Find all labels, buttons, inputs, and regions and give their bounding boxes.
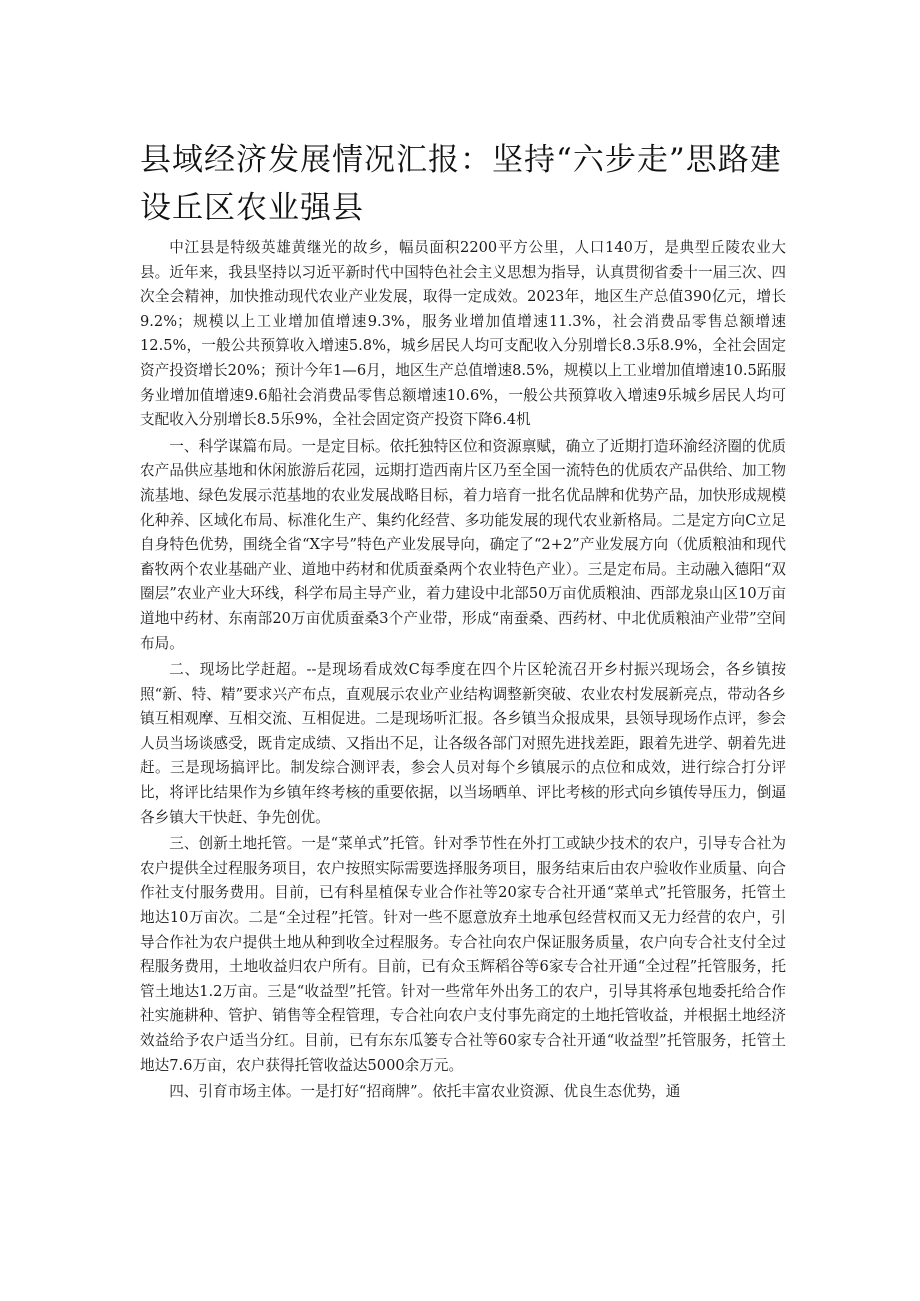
document-body — [140, 236, 786, 1107]
paragraph-section-2: 二、现场比学赶超。--是现场看成效C每季度在四个片区轮流召开乡村振兴现场会，各乡镇按照“新、特、精”要求兴产布点，直观展示农业产业结构调整新突破、农业农村发展新亮点，带动各乡镇互相观摩、互相交流、互相促进。二是现场听汇报。各乡镇当众报成果，县领导现场作点评，参会人员当场谈感受，既肯定成绩、又指出不足，让各级各部门对照先进找差距，跟着先进学、朝着先进赶。三是现场搞评比。制发综合测评表，参会人员对每个乡镇展示的点位和成效，进行综合打分评比，将评比结果作为乡镇年终考核的重要依据，以当场晒单、评比考核的形式向乡镇传导压力，倒逼各乡镇大干快赶、争先创优。 — [140, 661, 786, 826]
document-title: 县域经济发展情况汇报：坚持“六步走”思路建设丘区农业强县 — [140, 142, 782, 226]
paragraph-section-4: 四、引育市场主体。一是打好“招商牌”。依托丰富农业资源、优良生态优势，通 — [169, 1083, 681, 1101]
paragraph-section-1: 一、科学谋篇布局。一是定目标。依托独特区位和资源禀赋，确立了近期打造环渝经济圈的优质农产品供应基地和休闲旅游后花园，远期打造西南片区乃至全国一流特色的优质农产品供给、加工物流基地、绿色发展示范基地的农业发展战略目标，着力培育一批名优品牌和优势产品，加快形成规模化种养、区域化布局、标准化生产、集约化经营、多功能发展的现代农业新格局。二是定方向C立足自身特色优势，围绕全省“X字号”特色产业发展导向，确定了“2+2”产业发展方向（优质粮油和现代畜牧两个农业基础产业、道地中药材和优质蚕桑两个农业特色产业）。三是定布局。主动融入德阳“双圈层”农业产业大环线，科学布局主导产业，着力建设中北部50万亩优质粮油、西部龙泉山区10万亩道地中药材、东南部20万亩优质蚕桑3个产业带，形成“南蚕桑、西药材、中北优质粮油产业带”空间布局。 — [140, 437, 786, 652]
paragraph-intro: 中江县是特级英雄黄继光的故乡，幅员面积2200平方公里，人口140万，是典型丘陵农业大县。近年来，我县坚持以习近平新时代中国特色社会主义思想为指导，认真贯彻省委十一届三次、四次全会精神，加快推动现代农业产业发展，取得一定成效。2023年，地区生产总值390亿元，增长9.2%；规模以上工业增加值增速9.3%，服务业增加值增速11.3%，社会消费品零售总额增速12.5%，一般公共预算收入增速5.8%，城乡居民人均可支配收入分别增长8.3乐8.9%，全社会固定资产投资增长20%；预计今年1—6月，地区生产总值增速8.5%，规模以上工业增加值增速10.5跖服务业增加值增速9.6船社会消费品零售总额增速10.6%，一般公共预算收入增速9乐城乡居民人均可支配收入分别增长8.5乐9%，全社会固定资产投资下降6.4机 — [140, 239, 786, 429]
paragraph-section-3: 三、创新土地托管。一是“菜单式”托管。针对季节性在外打工或缺少技术的农户，引导专合社为农户提供全过程服务项目，农户按照实际需要选择服务项目，服务结束后由农户验收作业质量、向合作社支付服务费用。目前，已有科星植保专业合作社等20家专合社开通“菜单式”托管服务，托管土地达10万亩次。二是“全过程”托管。针对一些不愿意放弃土地承包经营权而又无力经营的农户，引导合作社为农户提供土地从种到收全过程服务。专合社向农户保证服务质量，农户向专合社支付全过程服务费用，土地收益归农户所有。目前，已有众玉辉稻谷等6家专合社开通“全过程”托管服务，托管土地达1.2万亩。三是“收益型”托管。针对一些常年外出务工的农户，引导其将承包地委托给合作社实施耕种、管护、销售等全程管理，专合社向农户支付事先商定的土地托管收益，并根据土地经济效益给予农户适当分红。目前，已有东东瓜篓专合社等60家专合社开通“收益型”托管服务，托管土地达7.6万亩，农户获得托管收益达5000余万元。 — [140, 835, 786, 1074]
